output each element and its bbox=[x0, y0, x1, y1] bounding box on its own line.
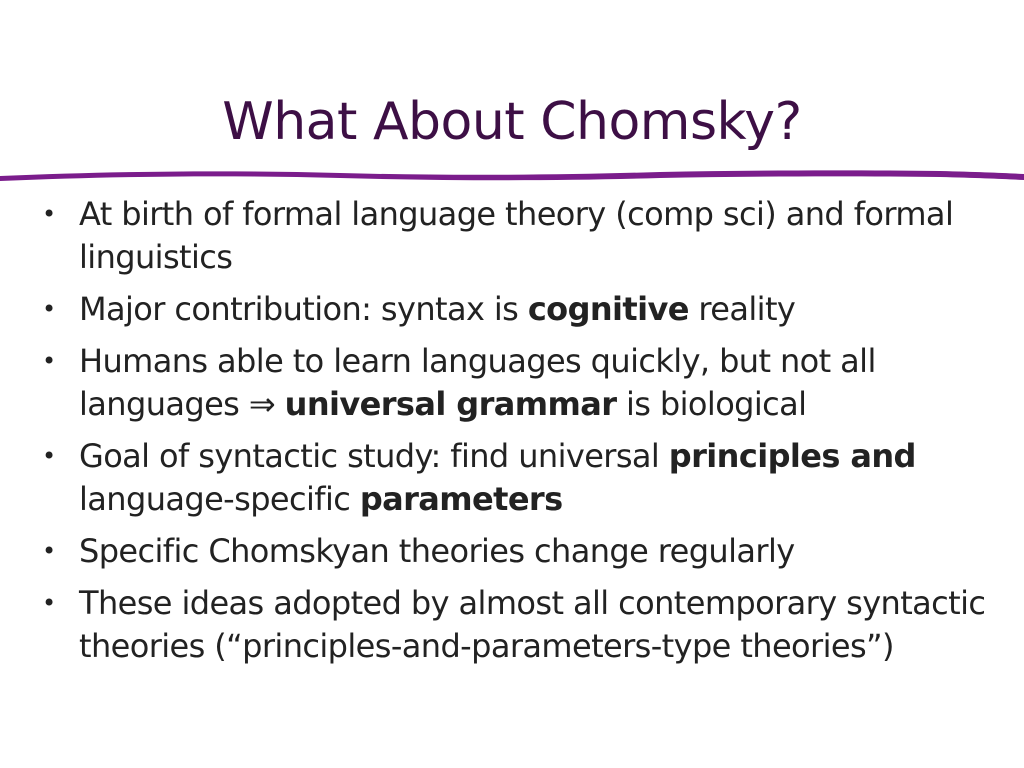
bullet-text: Major contribution: syntax is bbox=[79, 290, 528, 328]
bullet-item bbox=[42, 582, 992, 668]
bullet-list bbox=[42, 193, 992, 677]
title-divider bbox=[0, 164, 1024, 186]
bullet-text: language-specific bbox=[79, 480, 360, 518]
bullet-text: Specific Chomskyan theories change regularly bbox=[79, 532, 795, 570]
bullet-text: Humans able to learn languages quickly, but not all languages bbox=[79, 342, 876, 423]
bullet-marker: • bbox=[42, 589, 56, 617]
bullet-marker: • bbox=[42, 200, 56, 228]
bullet-marker: • bbox=[42, 347, 56, 375]
bullet-marker: • bbox=[42, 442, 56, 470]
slide-title: What About Chomsky? bbox=[222, 92, 802, 152]
bullet-text: reality bbox=[688, 290, 796, 328]
bullet-marker: • bbox=[42, 537, 56, 565]
bullet-text: At birth of formal language theory (comp sci) and formal linguistics bbox=[79, 195, 954, 276]
bullet-marker: • bbox=[42, 295, 56, 323]
bullet-text: These ideas adopted by almost all contemporary syntactic theories (“principles-and-parameters-type theories”) bbox=[79, 584, 986, 665]
bullet-emphasis: principles and bbox=[668, 437, 916, 475]
bullet-item bbox=[42, 193, 992, 279]
bullet-item bbox=[42, 340, 992, 426]
bullet-emphasis: universal grammar bbox=[284, 385, 617, 423]
bullet-emphasis: cognitive bbox=[527, 290, 689, 328]
bullet-text: Goal of syntactic study: find universal bbox=[79, 437, 669, 475]
bullet-text: is biological bbox=[616, 385, 807, 423]
bullet-item bbox=[42, 530, 992, 573]
bullet-item bbox=[42, 435, 992, 521]
implies-arrow-icon: ⇒ bbox=[248, 385, 276, 423]
bullet-emphasis: parameters bbox=[359, 480, 563, 518]
bullet-item bbox=[42, 288, 992, 331]
